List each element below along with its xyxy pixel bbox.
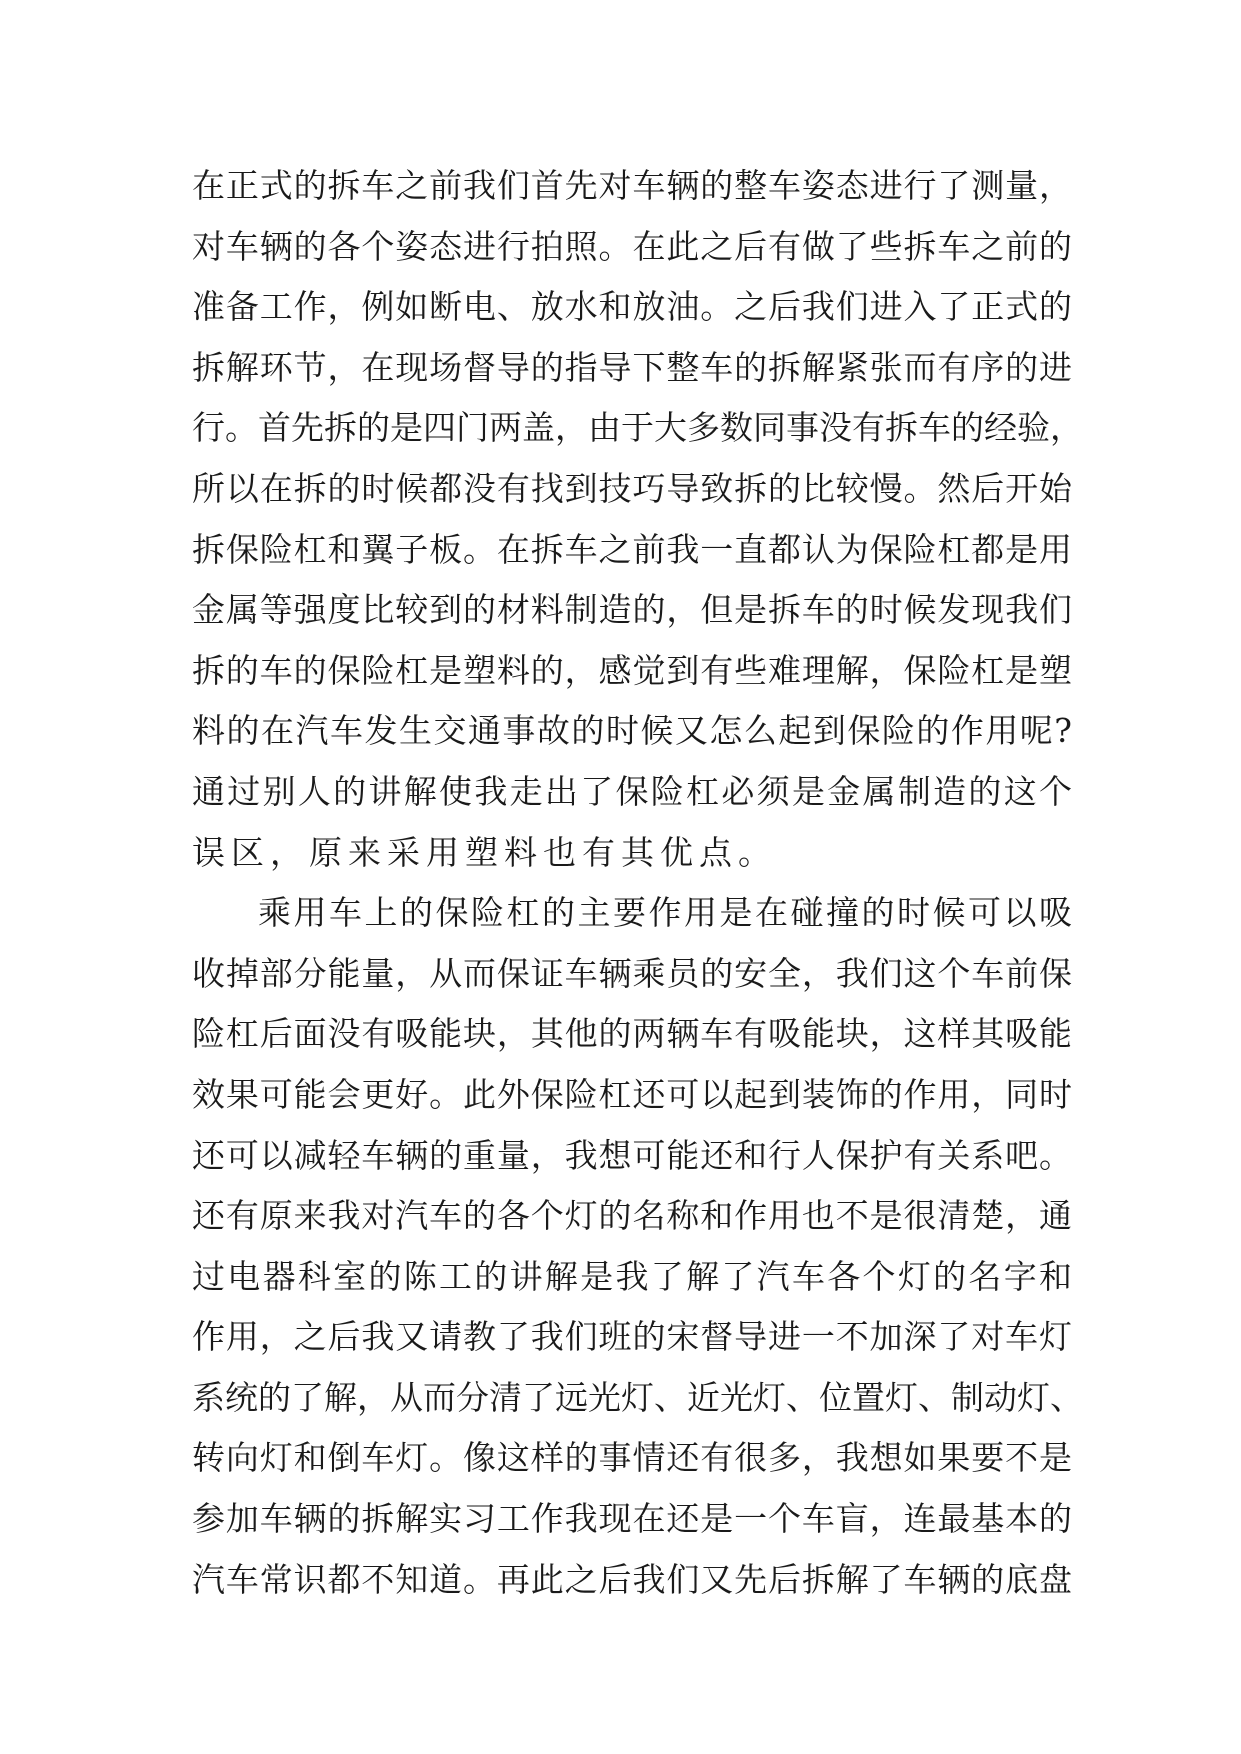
text-line: 所以在拆的时候都没有找到技巧导致拆的比较慢。然后开始	[192, 468, 1072, 508]
text-line: 险杠后面没有吸能块，其他的两辆车有吸能块，这样其吸能	[192, 1014, 1072, 1054]
text-line: 拆解环节，在现场督导的指导下整车的拆解紧张而有序的进	[192, 347, 1072, 387]
text-line: 效果可能会更好。此外保险杠还可以起到装饰的作用，同时	[192, 1074, 1072, 1114]
text-line: 汽车常识都不知道。再此之后我们又先后拆解了车辆的底盘	[192, 1559, 1072, 1599]
text-line: 在正式的拆车之前我们首先对车辆的整车姿态进行了测量，	[192, 166, 1072, 205]
paragraph-1	[192, 156, 1083, 883]
text-line: 过电器科室的陈工的讲解是我了解了汽车各个灯的名字和	[192, 1256, 1072, 1296]
text-line: 系统的了解，从而分清了远光灯、近光灯、位置灯、制动灯、	[192, 1377, 1083, 1417]
text-line: 拆保险杠和翼子板。在拆车之前我一直都认为保险杠都是用	[192, 529, 1072, 569]
text-line: 金属等强度比较到的材料制造的，但是拆车的时候发现我们	[192, 590, 1072, 630]
text-line: 料的在汽车发生交通事故的时候又怎么起到保险的作用呢?	[192, 711, 1072, 751]
text-line: 对车辆的各个姿态进行拍照。在此之后有做了些拆车之前的	[192, 226, 1072, 266]
text-line: 收掉部分能量，从而保证车辆乘员的安全，我们这个车前保	[192, 953, 1072, 993]
text-line: 乘用车上的保险杠的主要作用是在碰撞的时候可以吸	[258, 893, 1072, 933]
text-line: 还可以减轻车辆的重量，我想可能还和行人保护有关系吧。	[192, 1135, 1072, 1175]
text-line: 作用，之后我又请教了我们班的宋督导进一不加深了对车灯	[192, 1317, 1072, 1357]
text-line: 行。首先拆的是四门两盖，由于大多数同事没有拆车的经验，	[192, 408, 1083, 448]
text-line: 通过别人的讲解使我走出了保险杠必须是金属制造的这个	[192, 771, 1072, 811]
text-line: 误区，原来采用塑料也有其优点。	[192, 832, 777, 872]
paragraph-2	[192, 883, 1083, 1610]
text-line: 转向灯和倒车灯。像这样的事情还有很多，我想如果要不是	[192, 1438, 1072, 1478]
text-line: 准备工作，例如断电、放水和放油。之后我们进入了正式的	[192, 287, 1072, 327]
text-line: 参加车辆的拆解实习工作我现在还是一个车盲，连最基本的	[192, 1499, 1072, 1539]
text-line: 拆的车的保险杠是塑料的，感觉到有些难理解，保险杠是塑	[192, 650, 1072, 690]
body-text	[192, 156, 1083, 1610]
text-line: 还有原来我对汽车的各个灯的名称和作用也不是很清楚，通	[192, 1196, 1072, 1236]
